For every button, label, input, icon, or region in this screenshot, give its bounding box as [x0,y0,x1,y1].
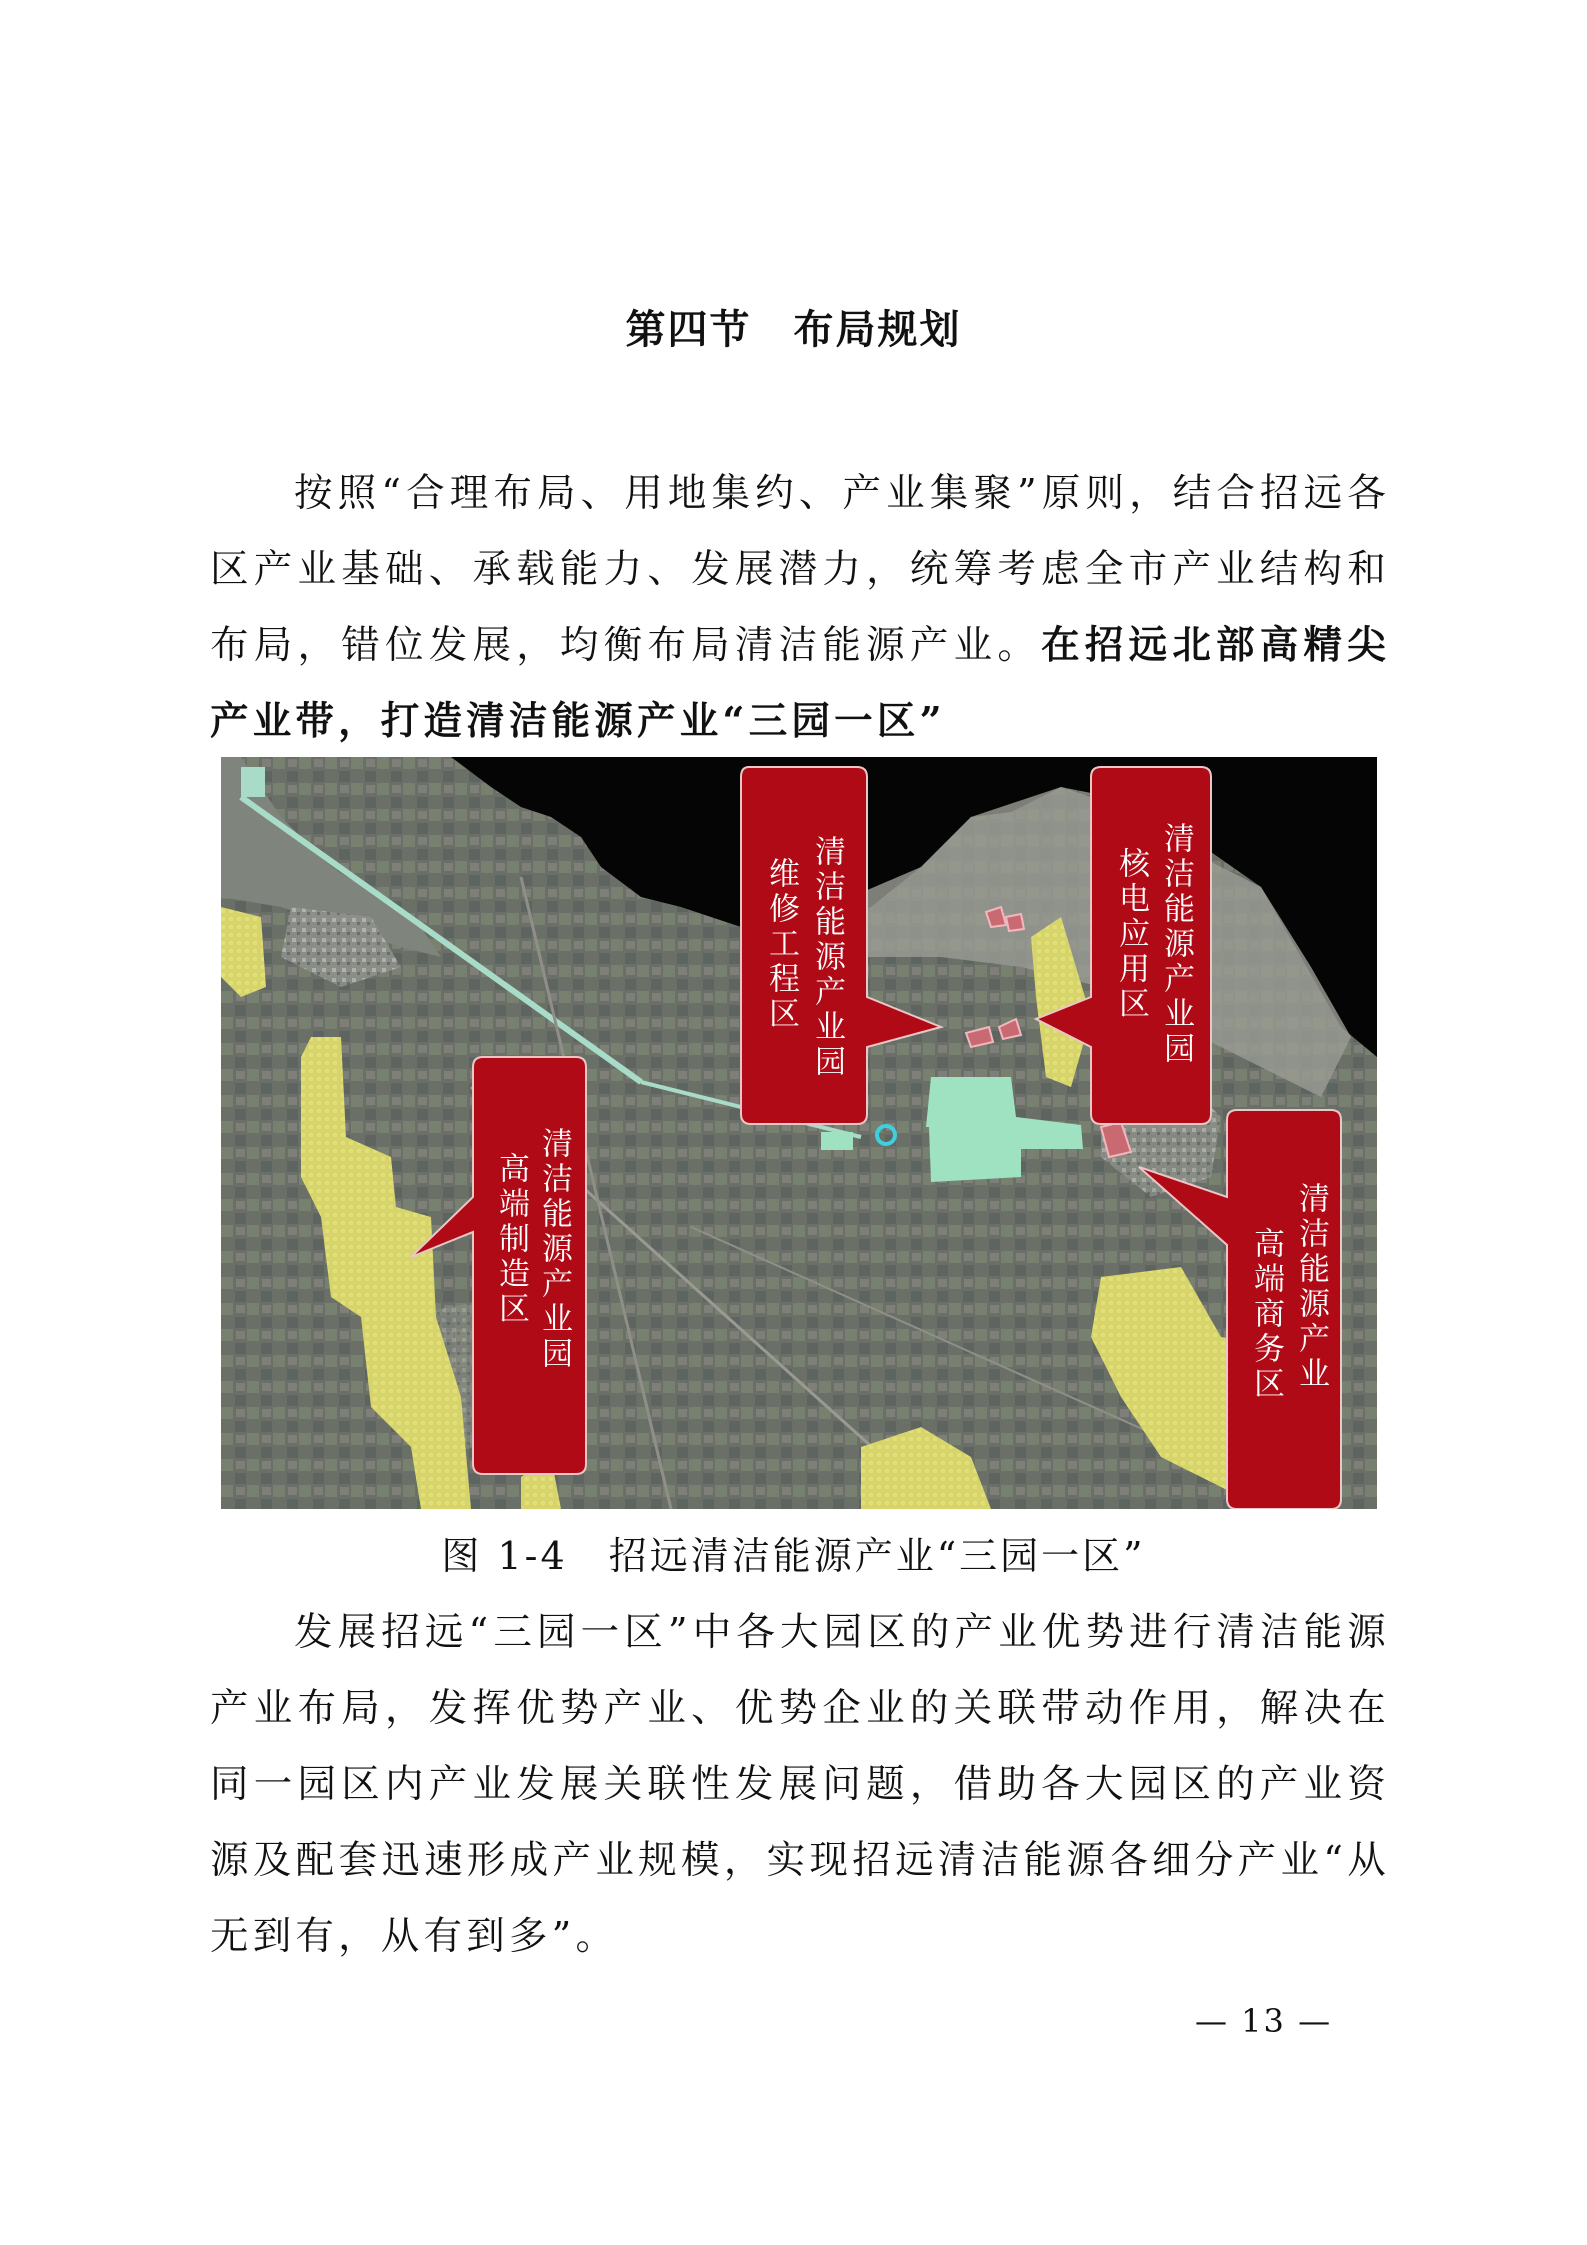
body-paragraph: 发展招远“三园一区”中各大园区的产业优势进行清洁能源产业布局，发挥优势产业、优势企业的关联带动作用，解决在同一园区内产业发展关联性发展问题，借助各大园区的产业资源及配套迅速形成产业规模，实现招远清洁能源各细分产业“从无到有，从有到多”。 [210,1610,1390,1959]
green-zone-small [821,1132,853,1150]
intro-paragraph [210,456,1390,760]
intro-text: 按照“合理布局、用地集约、产业集聚”原则，结合招远各区产业基础、承载能力、发展潜力，统筹考虑全市产业结构和布局，错位发展，均衡布局清洁能源产业。 [210,471,1390,668]
green-zone-pipe [241,767,265,797]
section-title: 第四节 布局规划 [625,307,962,353]
intro-bold-text: 在招远北部高精尖产业带，打造清洁能源产业“三园一区” [210,623,1390,744]
callout-manufacturing-col1: 清洁能源产业园 [536,1127,572,1372]
map-graphic [221,757,1377,1509]
satellite-map [221,757,1377,1509]
callout-nuclear-col1: 清洁能源产业园 [1158,822,1194,1067]
callout-business-col1: 清洁能源产业 [1293,1182,1329,1392]
figure-caption: 图 1-4 招远清洁能源产业“三园一区” [441,1534,1146,1578]
callout-nuclear-col2: 核电应用区 [1113,847,1149,1022]
callout-maintenance-col1: 清洁能源产业园 [809,835,845,1080]
callout-maintenance-col2: 维修工程区 [763,857,799,1032]
yellow-zone-nw [221,907,266,997]
red-site-4 [1006,914,1024,931]
callout-manufacturing-col2: 高端制造区 [493,1152,529,1327]
page-number: — 13 — [1195,2002,1333,2040]
callout-business-col2: 高端商务区 [1248,1227,1284,1402]
